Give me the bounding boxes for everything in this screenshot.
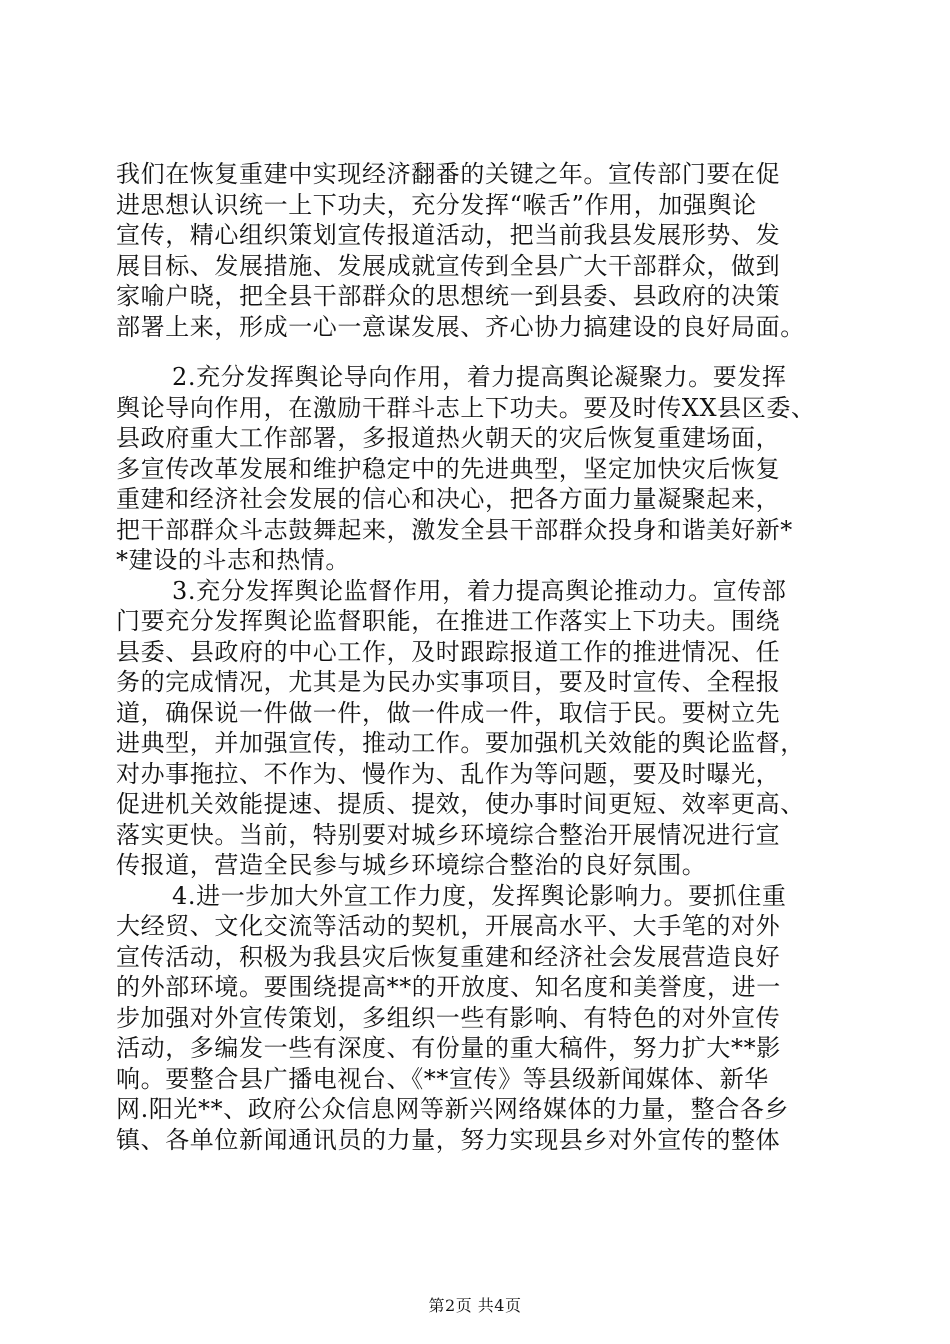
paragraph-4-line-8: 网.阳光**、政府公众信息网等新兴网络媒体的力量，整合各乡 [116,1095,790,1123]
paragraph-2-line-1: 2.充分发挥舆论导向作用，着力提高舆论凝聚力。要发挥 [172,363,787,391]
paragraph-3-line-5: 道，确保说一件做一件，做一件成一件，取信于民。要树立先 [116,698,781,727]
paragraph-4-line-2: 大经贸、文化交流等活动的契机，开展高水平、大手笔的对外 [116,912,781,940]
paragraph-1-line-3: 宣传，精心组织策划宣传报道活动，把当前我县发展形势、发 [116,221,781,249]
page-footer: 第2页 共4页 [428,1296,522,1315]
paragraph-4-line-3: 宣传活动，积极为我县灾后恢复重建和经济社会发展营造良好 [116,942,781,971]
paragraph-3-line-1: 3.充分发挥舆论监督作用，着力提高舆论推动力。宣传部 [172,576,787,605]
paragraph-3-line-7: 对办事拖拉、不作为、慢作为、乱作为等问题，要及时曝光， [116,759,781,788]
paragraph-1-line-4: 展目标、发展措施、发展成就宣传到全县广大干部群众，做到 [116,251,781,280]
paragraph-4-line-7: 响。要整合县广播电视台、《**宣传》等县级新闻媒体、新华 [116,1064,769,1093]
paragraph-2-line-4: 多宣传改革发展和维护稳定中的先进典型，坚定加快灾后恢复 [116,454,781,483]
paragraph-4-line-4: 的外部环境。要围绕提高**的开放度、知名度和美誉度，进一 [116,973,781,1001]
paragraph-4-line-6: 活动，多编发一些有深度、有份量的重大稿件，努力扩大**影 [116,1034,781,1062]
paragraph-1-line-5: 家喻户晓，把全县干部群众的思想统一到县委、县政府的决策 [116,282,781,310]
paragraph-4-line-9: 镇、各单位新闻通讯员的力量，努力实现县乡对外宣传的整体 [116,1125,781,1154]
paragraph-2-line-2: 舆论导向作用，在激励干群斗志上下功夫。要及时传XX县区委、 [116,393,816,422]
paragraph-3-line-6: 进典型，并加强宣传，推动工作。要加强机关效能的舆论监督， [116,729,805,757]
paragraph-3-line-8: 促进机关效能提速、提质、提效，使办事时间更短、效率更高、 [116,790,805,818]
paragraph-3-line-2: 门要充分发挥舆论监督职能，在推进工作落实上下功夫。围绕 [116,607,781,635]
paragraph-4-line-1: 4.进一步加大外宣工作力度，发挥舆论影响力。要抓住重 [172,881,787,910]
paragraph-2-line-3: 县政府重大工作部署，多报道热火朝天的灾后恢复重建场面， [116,424,781,452]
paragraph-3-line-4: 务的完成情况，尤其是为民办实事项目，要及时宣传、全程报 [116,668,781,696]
paragraph-2-line-5: 重建和经济社会发展的信心和决心，把各方面力量凝聚起来， [116,485,781,513]
paragraph-4-line-5: 步加强对外宣传策划，多组织一些有影响、有特色的对外宣传 [116,1003,781,1032]
paragraph-2-line-7: *建设的斗志和热情。 [116,546,350,574]
paragraph-3-line-3: 县委、县政府的中心工作，及时跟踪报道工作的推进情况、任 [116,637,781,666]
paragraph-1-line-2: 进思想认识统一上下功夫，充分发挥“喉舌”作用，加强舆论 [116,190,757,219]
paragraph-3-line-9: 落实更快。当前，特别要对城乡环境综合整治开展情况进行宣 [116,820,781,849]
paragraph-1-line-1: 我们在恢复重建中实现经济翻番的关键之年。宣传部门要在促 [116,160,781,188]
paragraph-1-line-6: 部署上来，形成一心一意谋发展、齐心协力搞建设的良好局面。 [116,312,805,341]
paragraph-3-line-10: 传报道，营造全民参与城乡环境综合整治的良好氛围。 [116,851,707,879]
paragraph-2-line-6: 把干部群众斗志鼓舞起来，激发全县干部群众投身和谐美好新* [116,515,793,544]
